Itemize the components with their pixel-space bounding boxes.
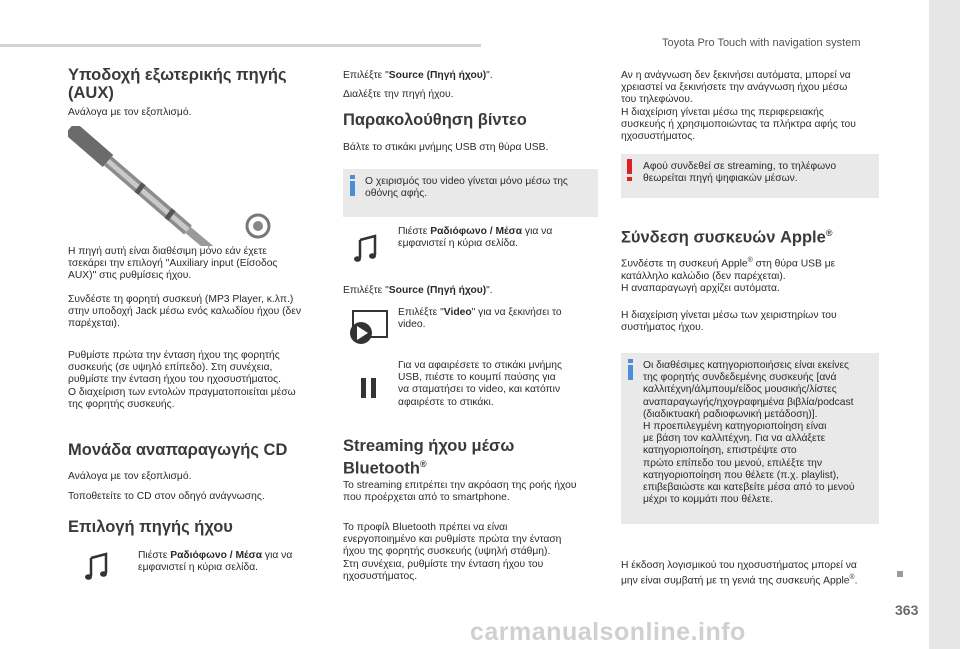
bluetooth-paragraph-1: Το streaming επιτρέπει την ακρόαση της ροής ήχου που προέρχεται από το smartphone. [343,480,577,504]
info-icon [348,175,357,197]
bluetooth-section-title: Streaming ήχου μέσω Bluetooth® [343,437,515,478]
apple-info-box [621,353,879,524]
apple-paragraph-3: Η έκδοση λογισμικού του ηχοσυστήματος μπορεί να μην είναι συμβατή με τη γενιά της συσκευής Apple®. [621,560,858,587]
aux-paragraph-1: Η πηγή αυτή είναι διαθέσιμη μόνο εάν έχετε τσεκάρει την επιλογή "Auxiliary input (Είσοδος AUX)" στις ρυθμίσεις ήχου. [68,246,278,282]
streaming-warning-text: Αφού συνδεθεί σε streaming, το τηλέφωνο θεωρείται πηγή ψηφιακών μέσων. [643,161,837,185]
source-instruction: Πιέστε Ραδιόφωνο / Μέσα για να εμφανιστεί η κύρια σελίδα. [138,550,293,574]
aux-intro: Ανάλογα με τον εξοπλισμό. [68,107,192,118]
video-select-instruction: Επιλέξτε "Video" για να ξεκινήσει το video. [398,307,562,331]
select-source-line: Επιλέξτε "Source (Πηγή ήχου)". [343,70,493,81]
streaming-paragraph: Αν η ανάγνωση δεν ξεκινήσει αυτόματα, μπορεί να χρειαστεί να ξεκινήσετε την ανάγνωση ήχου μέσω του τηλεφώνου. Η διαχείριση γίνεται μέσω της περιφερειακής συσκευής ή χρησιμοποιώντας τα πλήκτρα αφής του ηχοσυστήματος. [621,70,856,143]
aux-paragraph-2: Συνδέστε τη φορητή συσκευή (MP3 Player, κ.λπ.) στην υποδοχή Jack μέσω ενός καλωδίου ήχου (δεν παρέχεται). [68,294,301,330]
warning-icon [627,159,633,181]
video-section-title: Παρακολούθηση βίντεο [343,111,527,129]
page-marker [897,571,903,577]
pause-icon [359,377,379,399]
info-icon [626,359,635,381]
video-info-box [343,169,598,217]
bluetooth-paragraph-2: Το προφίλ Bluetooth πρέπει να είναι ενεργοποιημένο και ρυθμίστε πρώτα την ένταση ήχου της φορητής συσκευής (υψηλή στάθμη). Στη συνέχεια, ρυθμίστε την ένταση ήχου του ηχοσυστήματος. [343,522,562,582]
choose-source-line: Διαλέξτε την πηγή ήχου. [343,89,454,100]
music-note-icon [84,552,110,582]
page-number: 363 [895,602,919,618]
apple-info-text: Οι διαθέσιμες κατηγοριοποιήσεις είναι εκείνες της φορητής συνδεδεμένης συσκευής [ανά καλλιτέχνη/άλμπουμ/είδος μουσικής/λίστες αναπαραγωγής/ηχογραφημένα βιβλία/podcast (διαδικτυακή ραδιοφωνική μετάδοση)]. Η προεπιλεγμένη κατηγοριοποίηση είναι με βάση τον καλλιτέχνη. Για να αλλάξετε κατηγοριοποίηση, επιστρέψτε στο πρώτο επίπεδο του μενού, επιλέξτε την κατηγοριοποίηση που θέλετε (π.χ. playlist), επιβεβαιώστε και κατεβείτε μέσα από το μενού μέχρι το κομμάτι που θέλετε. [643,360,855,506]
source-section-title: Επιλογή πηγής ήχου [68,518,233,536]
play-video-icon [347,309,389,345]
aux-paragraph-3: Ρυθμίστε πρώτα την ένταση ήχου της φορητής συσκευής (σε υψηλό επίπεδο). Στη συνέχεια, ρυθμίστε την ένταση ήχου του ηχοσυστήματος. Ο διαχείριση των εντολών πραγματοποιείται μέσω της φορητής συσκευής. [68,350,296,410]
source-menu-label: Ραδιόφωνο / Μέσα [170,550,263,561]
pause-instruction: Για να αφαιρέσετε το στικάκι μνήμης USB, πιέστε το κουμπί παύσης για να σταματήσει το video, και κατόπιν αφαιρέστε το στικάκι. [398,360,562,408]
cd-paragraph-1: Ανάλογα με τον εξοπλισμό. [68,471,192,482]
apple-paragraph-2: Η διαχείριση γίνεται μέσω των χειριστηρίων του συστήματος ήχου. [621,310,837,334]
cd-paragraph-2: Τοποθετείτε το CD στον οδηγό ανάγνωσης. [68,491,265,502]
music-note-icon [353,234,379,264]
aux-section-title: Υποδοχή εξωτερικής πηγής (AUX) [68,66,287,102]
streaming-warning-box [621,154,879,198]
page-margin-band [929,0,960,649]
select-source-line-2: Επιλέξτε "Source (Πηγή ήχου)". [343,285,493,296]
watermark: carmanualsonline.info [470,618,746,646]
aux-jack-icon [68,126,278,246]
video-press-instruction: Πιέστε Ραδιόφωνο / Μέσα για να εμφανιστεί η κύρια σελίδα. [398,226,553,250]
apple-paragraph-1: Συνδέστε τη συσκευή Apple® στη θύρα USB με κατάλληλο καλώδιο (δεν παρέχεται). Η αναπαραγωγή αρχίζει αυτόματα. [621,257,836,294]
running-header: Toyota Pro Touch with navigation system [662,37,861,49]
header-rule [0,44,481,47]
video-info-text: Ο χειρισμός του video γίνεται μόνο μέσω της οθόνης αφής. [365,176,568,200]
video-paragraph-1: Βάλτε το στικάκι μνήμης USB στη θύρα USB. [343,142,549,153]
cd-section-title: Μονάδα αναπαραγωγής CD [68,441,288,459]
apple-section-title: Σύνδεση συσκευών Apple® [621,228,833,247]
